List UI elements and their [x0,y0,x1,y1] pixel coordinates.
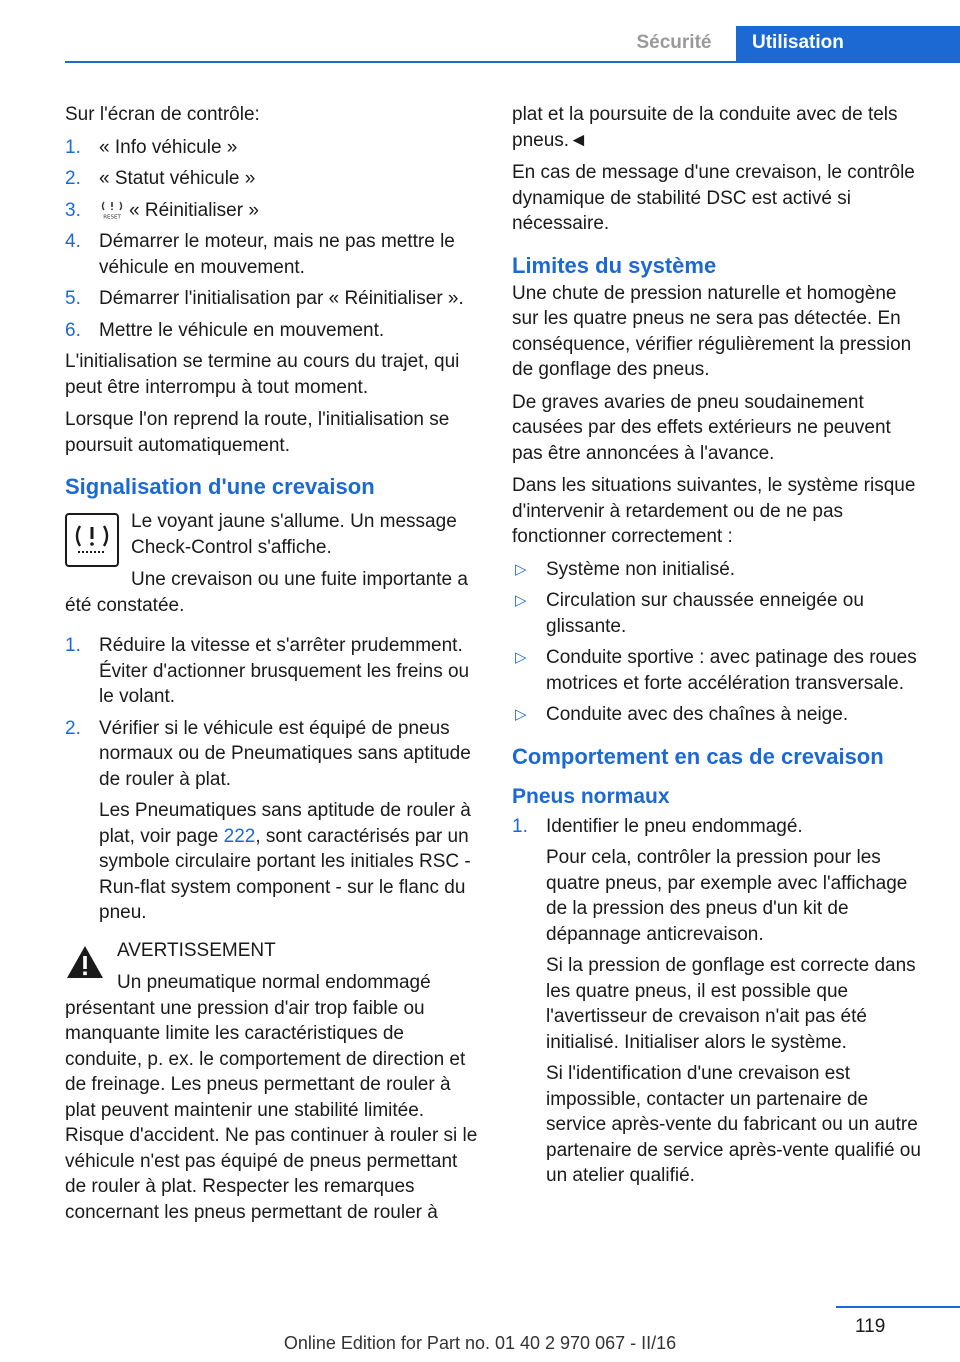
warning-lamp-text: Le voyant jaune s'allume. Un message Check-Control s'affiche. [131,511,457,558]
list-item: 2. Vérifier si le véhicule est équipé de pneus normaux ou de Pneumatiques sans aptitude de rouler à plat. Les Pneumatiques sans aptitude de rouler à plat, voir page 222, sont caractérisés par un symbole circulaire portant les initiales RSC - Run-flat system component - sur le flanc du pneu. [65,716,480,926]
step-sub-paragraph: Si l'identification d'une crevaison est impossible, contacter un partenaire de service après-vente du fabricant ou un autre partenaire de service après-vente qualifié ou un atelier qualifié. [546,1063,921,1186]
tab-utilisation[interactable]: Utilisation [736,26,960,62]
tire-pressure-reset-icon [99,200,125,220]
list-item: 3. RESET « Réinitialiser » [65,199,259,221]
warning-title: AVERTISSEMENT [117,939,276,961]
svg-text:RESET: RESET [103,214,121,221]
paragraph: Une chute de pression naturelle et homogène sur les quatre pneus ne sera pas détectée. En conséquence, vérifier régulièrement la pression de gonflage des pneus. [512,282,912,380]
footer-rule [836,1306,960,1308]
warning-text: Un pneumatique normal endommagé présentant une pression d'air trop faible ou manquante limite les caractéristiques de conduite, p. ex. le comportement de direction et de freinage. Les pneus permettant de rouler à plat peuvent maintenir une stabilité limitée. Risque d'accident. Ne pas continuer à rouler si le véhicule n'est pas équipé de pneus permettant de rouler à plat. Respecter les remarques concernant les pneus permettant de rouler à [65,972,478,1223]
paragraph: plat et la poursuite de la conduite avec de tels pneus.◄ [512,104,898,151]
header-rule [65,61,960,63]
bullet-triangle-icon: ▷ [515,592,527,609]
warning-block [65,938,480,1226]
step-sub-paragraph: Les Pneumatiques sans aptitude de rouler à plat, voir page 222, sont caractérisés par un symbole circulaire portant les initiales RSC - Run-flat system component - sur le flanc du pneu. [99,800,471,923]
page-header [0,0,960,62]
flat-steps-list [65,633,480,926]
list-item: 4. Démarrer le moteur, mais ne pas mettre le véhicule en mouvement. [65,231,455,278]
list-item: ▷ Circulation sur chaussée enneigée ou glissante. [515,590,864,637]
list-item: 1. Réduire la vitesse et s'arrêter prudemment. Éviter d'actionner brusquement les freins ou le volant. [65,635,470,707]
section-heading: Comportement en cas de crevaison [512,743,884,769]
step-sub-paragraph: Pour cela, contrôler la pression pour les quatre pneus, par exemple avec l'affichage de la pression des pneus d'un kit de dépannage anticrevaison. [546,847,908,945]
paragraph: Dans les situations suivantes, le système risque d'intervenir à retardement ou de ne pas fonctionner correctement : [512,475,916,547]
bullet-triangle-icon: ▷ [515,649,527,666]
list-item: 2. « Statut véhicule » [65,168,256,189]
list-item: 1. « Info véhicule » [65,136,238,158]
paragraph: Lorsque l'on reprend la route, l'initialisation se poursuit automatiquement. [65,409,450,456]
list-item: 5. Démarrer l'initialisation par « Réinitialiser ». [65,288,464,309]
subsection-heading: Pneus normaux [512,784,670,808]
edition-footer: Online Edition for Part no. 01 40 2 970 067 - II/16 [283,1333,677,1353]
page-number: 119 [855,1316,886,1337]
warning-lamp-block [65,509,480,625]
step-sub-paragraph: Si la pression de gonflage est correcte dans les quatre pneus, il est possible que l'avertisseur de crevaison n'ait pas été initialisé. Initialiser alors le système. [546,955,916,1053]
list-item: ▷ Système non initialisé. [512,557,924,583]
intro-text: Sur l'écran de contrôle: [65,104,260,125]
right-column [512,102,924,1195]
list-item: 6. Mettre le véhicule en mouvement. [65,319,385,341]
list-item: ▷ Conduite sportive : avec patinage des roues motrices et forte accélération transversale. [515,647,917,694]
init-steps-list [65,135,480,344]
bullet-triangle-icon: ▷ [515,560,527,578]
paragraph: De graves avaries de pneu soudainement causées par des effets extérieurs ne peuvent pas être annoncées à l'avance. [512,391,891,464]
tire-pressure-warning-icon [65,513,119,567]
tab-securite[interactable]: Sécurité [636,32,712,53]
paragraph: En cas de message d'une crevaison, le contrôle dynamique de stabilité DSC est activé si nécessaire. [512,162,915,234]
bullet-triangle-icon: ▷ [515,706,527,723]
limits-bullet-list [512,557,924,728]
section-heading: Signalisation d'une crevaison [65,474,375,499]
paragraph: L'initialisation se termine au cours du trajet, qui peut être interrompu à tout moment. [65,351,460,398]
list-item: 1. Identifier le pneu endommagé. Pour cela, contrôler la pression pour les quatre pneus, par exemple avec l'affichage de la pression des pneus d'un kit de dépannage anticrevaison. Si la pression de gonflage est correcte dans les quatre pneus, il est possible que l'avertisseur de crevaison n'ait pas été initialisé. Initialiser alors le système. Si l'identification d'une crevaison est impossible, contacter un partenaire de service après-vente du fabricant ou un autre partenaire de service après-vente qualifié ou un atelier qualifié. [512,814,924,1189]
warning-lamp-text: Une crevaison ou une fuite importante a été constatée. [65,569,468,616]
left-column [65,102,480,1232]
caution-triangle-icon [65,944,105,980]
list-item: ▷ Conduite avec des chaînes à neige. [512,702,924,728]
section-heading: Limites du système [512,252,717,278]
normal-tire-steps-list [512,814,924,1189]
page-reference-link[interactable]: 222 [223,825,256,847]
